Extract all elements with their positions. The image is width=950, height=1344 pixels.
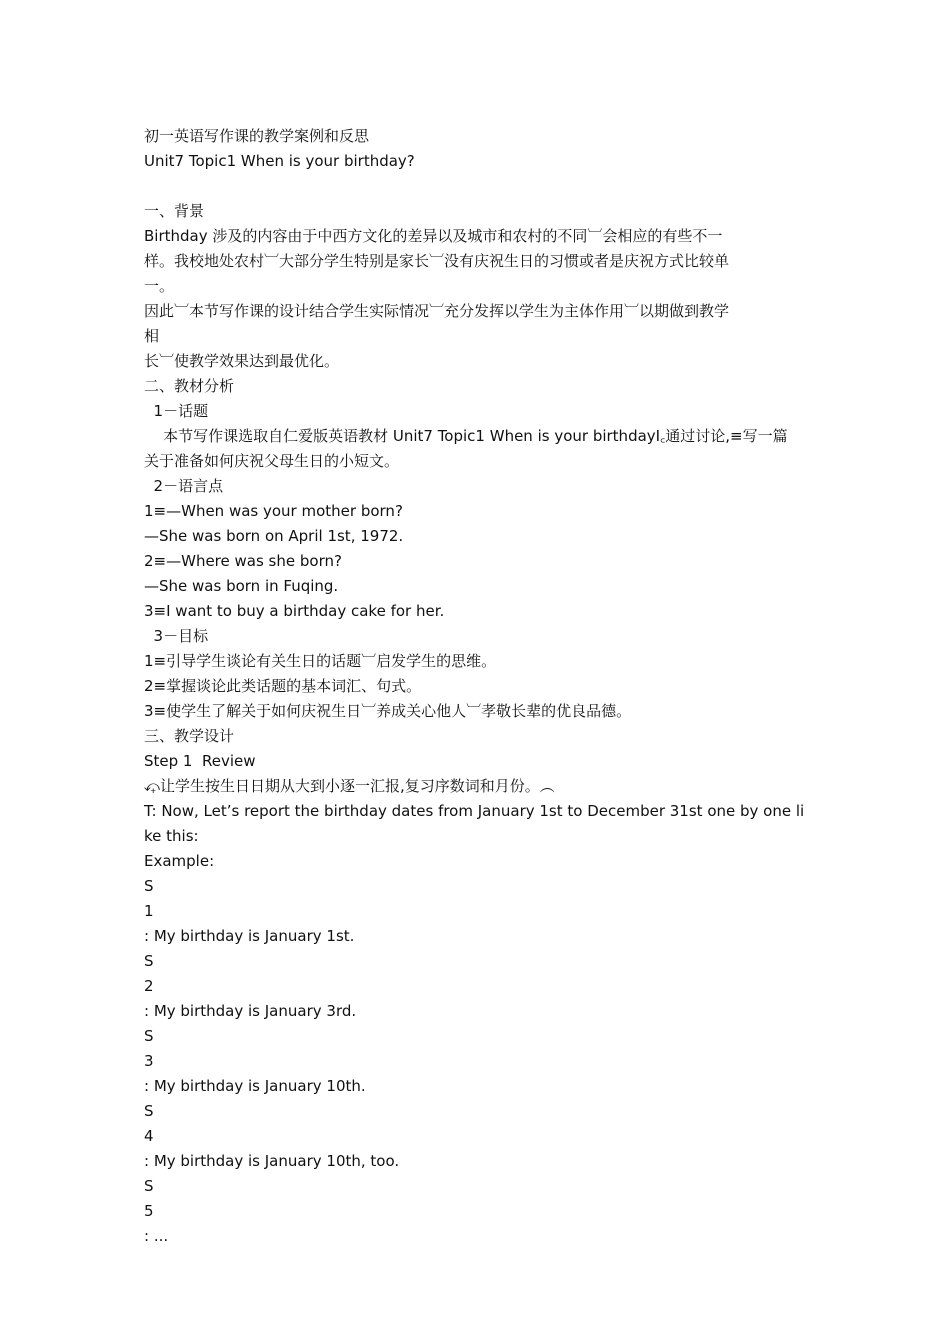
dialogue-line: 1 bbox=[144, 902, 154, 920]
step-heading: Step 1 Review bbox=[144, 752, 256, 770]
list-item: —She was born on April 1st, 1972. bbox=[144, 527, 404, 545]
document-body bbox=[144, 124, 810, 1249]
blank-line bbox=[144, 174, 810, 199]
list-item: 1≡—When was your mother born? bbox=[144, 502, 403, 520]
paragraph-line: 长︺使教学效果达到最优化。 bbox=[144, 352, 340, 370]
paragraph-line: 相 bbox=[144, 327, 160, 345]
document-subtitle: Unit7 Topic1 When is your birthday? bbox=[144, 152, 415, 170]
list-item: —She was born in Fuqing. bbox=[144, 577, 339, 595]
dialogue-line: S bbox=[144, 952, 154, 970]
document-title: 初一英语写作课的教学案例和反思 bbox=[144, 127, 370, 145]
list-item: 2≡掌握谈论此类话题的基本词汇、句式。 bbox=[144, 677, 422, 695]
dialogue-line: : ... bbox=[144, 1227, 169, 1245]
paragraph-line: ⤽让学生按生日日期从大到小逐一汇报,复习序数词和月份。︵ bbox=[144, 777, 555, 795]
subheading-goals: 3－目标 bbox=[144, 627, 209, 645]
list-item: 1≡引导学生谈论有关生日的话题︺启发学生的思维。 bbox=[144, 652, 497, 670]
subheading-topic: 1－话题 bbox=[144, 402, 209, 420]
dialogue-line: S bbox=[144, 1027, 154, 1045]
dialogue-line: 4 bbox=[144, 1127, 154, 1145]
dialogue-line: : My birthday is January 1st. bbox=[144, 927, 355, 945]
paragraph-line: Birthday 涉及的内容由于中西方文化的差异以及城市和农村的不同︺会相应的有些不一 bbox=[144, 227, 723, 245]
dialogue-line: S bbox=[144, 1177, 154, 1195]
paragraph-line: 关于准备如何庆祝父母生日的小短文。 bbox=[144, 452, 400, 470]
dialogue-line: 2 bbox=[144, 977, 154, 995]
dialogue-line: : My birthday is January 3rd. bbox=[144, 1002, 357, 1020]
list-item: 2≡—Where was she born? bbox=[144, 552, 342, 570]
list-item: 3≡使学生了解关于如何庆祝生日︺养成关心他人︺孝敬长辈的优良品德。 bbox=[144, 702, 632, 720]
section-heading-teaching-design: 三、教学设计 bbox=[144, 727, 235, 745]
dialogue-line: S bbox=[144, 1102, 154, 1120]
paragraph-line: T: Now, Let’s report the birthday dates from January 1st to December 31st one by one like this: bbox=[144, 802, 805, 845]
paragraph-line: Example: bbox=[144, 852, 215, 870]
section-heading-material-analysis: 二、教材分析 bbox=[144, 377, 235, 395]
dialogue-line: S bbox=[144, 877, 154, 895]
list-item: 3≡I want to buy a birthday cake for her. bbox=[144, 602, 445, 620]
dialogue-line: 5 bbox=[144, 1202, 154, 1220]
paragraph-line: 本节写作课选取自仁爱版英语教材 Unit7 Topic1 When is your birthdayI꜀通过讨论,≡写一篇 bbox=[144, 427, 788, 445]
paragraph-line: 因此︺本节写作课的设计结合学生实际情况︺充分发挥以学生为主体作用︺以期做到教学 bbox=[144, 302, 730, 320]
subheading-language-points: 2－语言点 bbox=[144, 477, 224, 495]
dialogue-line: : My birthday is January 10th, too. bbox=[144, 1152, 400, 1170]
dialogue-line: 3 bbox=[144, 1052, 154, 1070]
section-heading-background: 一、背景 bbox=[144, 202, 205, 220]
paragraph-line: 样。我校地处农村︺大部分学生特别是家长︺没有庆祝生日的习惯或者是庆祝方式比较单 bbox=[144, 252, 730, 270]
paragraph-line: 一。 bbox=[144, 277, 175, 295]
dialogue-line: : My birthday is January 10th. bbox=[144, 1077, 366, 1095]
